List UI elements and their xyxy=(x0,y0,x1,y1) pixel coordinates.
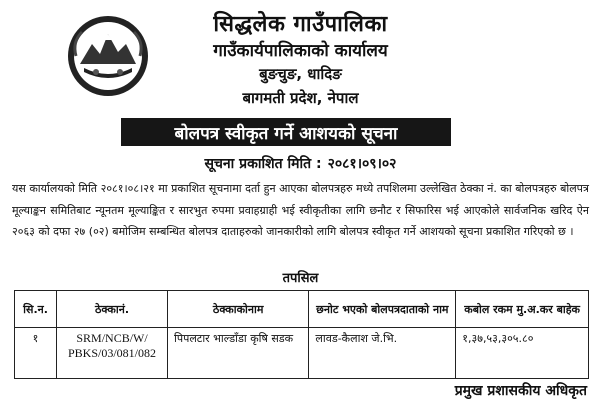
table-header-row xyxy=(15,291,589,328)
publish-date-value: २०८१।०९।०२ xyxy=(327,156,397,172)
signatory-title: प्रमुख प्रशासकीय अधिकृत xyxy=(454,383,587,399)
notice-title xyxy=(121,118,451,146)
publish-date-line xyxy=(0,154,601,173)
col-header-sn: सि.न. xyxy=(15,291,57,328)
office-name: गाउँकार्यपालिकाको कार्यालय xyxy=(213,41,388,61)
notice-title-text: बोलपत्र स्वीकृत गर्ने आशयको सूचना xyxy=(174,123,398,144)
publish-date-label: सूचना प्रकाशित मिति : xyxy=(204,156,322,172)
col-header-contract-name: ठेक्काकोनाम xyxy=(167,291,308,328)
cell-contract-no: SRM/NCB/W/ PBKS/03/081/082 xyxy=(57,328,168,379)
org-name: सिद्धलेक गाउँपालिका xyxy=(213,12,388,37)
cell-contract-name: पिपलटार भाल्डाँडा कृषि सडक xyxy=(167,328,308,379)
notice-body: यस कार्यालयको मिति २०८१।०८।२१ मा प्रकाशित सूचनामा दर्ता हुन आएका बोलपत्रहरु मध्ये तपशिलमा उल्लेखित ठेक्का नं. का बोलपत्रहरु बोलपत्र मूल्याङ्कन समितिबाट न्यूनतम मूल्याङ्कित र सारभुत रुपमा प्रवाहग्राही भई स्वीकृतीका लागि छनौट र सिफारिस भई आएकोले सार्वजनिक खरिद ऐन २०६३ को दफा २७ (०२) बमोजिम सम्बन्धित बोलपत्र दाताहरुको जानकारीको लागि बोलपत्र स्वीकृत गर्ने आशयको सूचना प्रकाशित गरिएको छ । xyxy=(12,182,589,238)
cell-amount: १,३७,५३,३०५.८० xyxy=(456,328,589,379)
cell-bidder: लावड-कैलाश जे.भि. xyxy=(309,328,456,379)
col-header-contract-no: ठेक्कानं. xyxy=(57,291,168,328)
col-header-amount: कबोल रकम मु.अ.कर बाहेक xyxy=(456,291,589,328)
cell-sn: १ xyxy=(15,328,57,379)
details-table xyxy=(14,290,589,379)
col-header-bidder: छनोट भएको बोलपत्रदाताको नाम xyxy=(309,291,456,328)
details-heading: तपसिल xyxy=(282,271,319,286)
office-address: बुङचुङ, धादिङ xyxy=(259,65,342,83)
province-line: बागमती प्रदेश, नेपाल xyxy=(242,89,359,107)
table-row xyxy=(15,328,589,379)
